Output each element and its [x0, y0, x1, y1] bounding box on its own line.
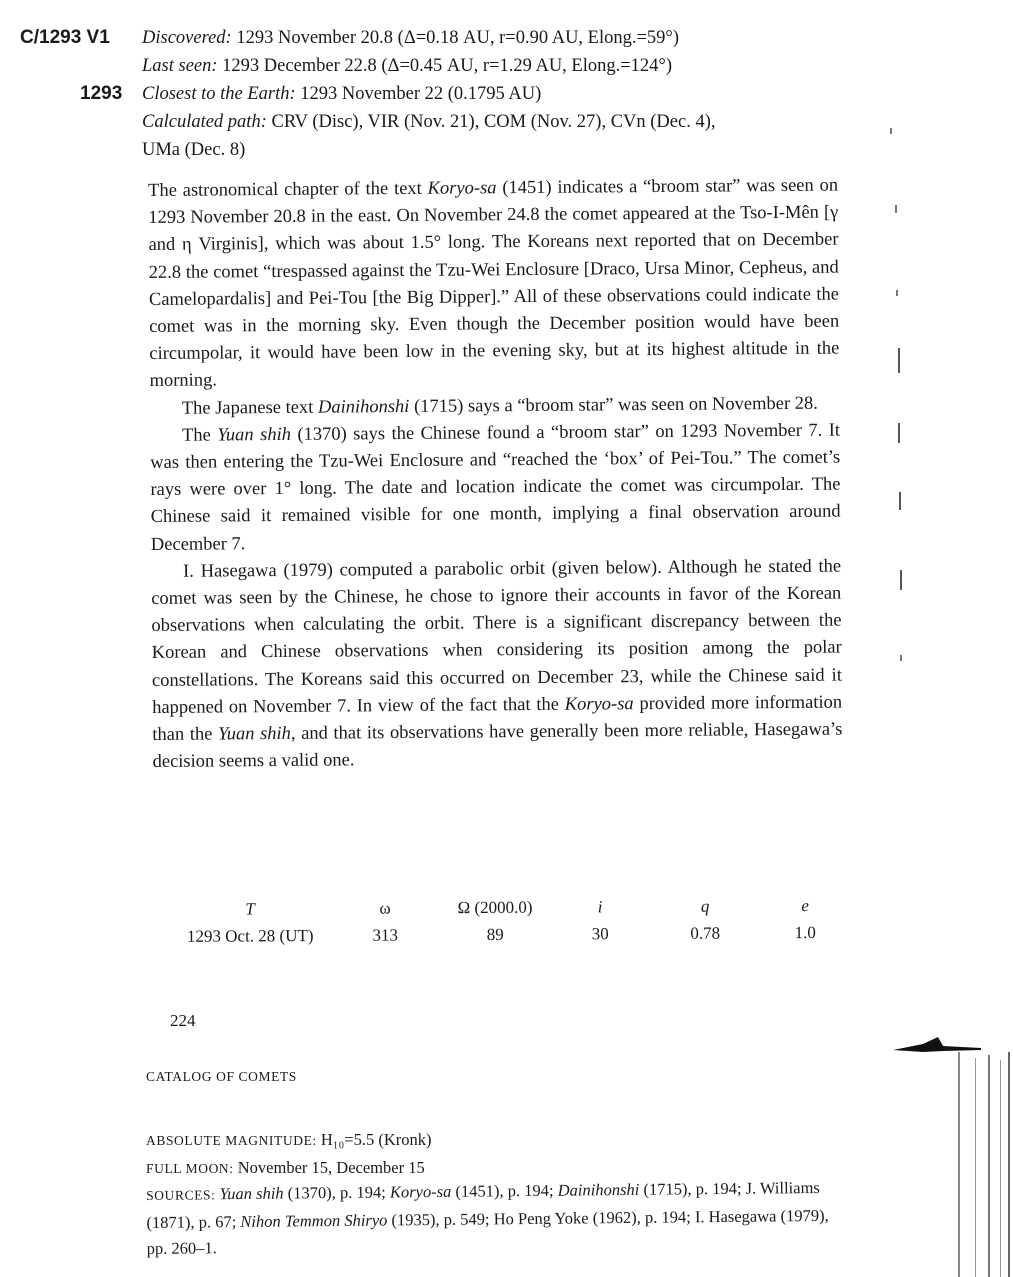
text-span: (1370) says the Chinese found a “broom star” on 1293 November 7. It was then entering the Tzu-Wei Enclosure and “reached the ‘box’ of Pei-Tou.” The comet’s rays were over 1° long. The date and location indicate the comet was circumpolar. The Chinese said it remained visible for one month, implying a final observation around December 7. — [150, 420, 841, 555]
source-nihon-temmon-shiryo: Nihon Temmon Shiryo — [240, 1209, 388, 1231]
closest-value: 1293 November 22 (0.1795 AU) — [300, 84, 542, 104]
title-yuan-shih: Yuan shih — [217, 424, 292, 446]
paragraph-hasegawa — [151, 553, 843, 776]
scan-mark — [896, 290, 898, 296]
closest-label: Closest to the Earth: — [142, 84, 296, 104]
scan-edge-strip — [958, 1052, 960, 1277]
text-span: (1935), p. 549; Ho Peng Yoke (1962), p. 194; I. Hasegawa (1979), pp. 260–1. — [146, 1205, 829, 1258]
comet-year: 1293 — [80, 83, 123, 104]
scan-mark — [900, 570, 902, 590]
calculated-path-label: Calculated path: — [142, 112, 267, 132]
header-perihelion-distance: q — [700, 896, 710, 916]
full-moon-line — [146, 1155, 425, 1181]
scan-edge-strip — [1008, 1052, 1010, 1277]
header-ascending-node: Ω (2000.0) — [457, 897, 533, 918]
absolute-magnitude-value: H₁₀=5.5 (Kronk) — [320, 1130, 432, 1149]
comet-designation: C/1293 V1 — [20, 27, 110, 48]
comet-narrative — [148, 173, 843, 777]
value-inclination: 30 — [591, 924, 609, 944]
orbital-elements-row — [160, 920, 840, 950]
scan-mark — [900, 655, 902, 661]
scan-edge-strip — [1000, 1060, 1001, 1277]
absolute-magnitude-line — [146, 1127, 432, 1153]
text-span: The Japanese text — [181, 397, 319, 419]
sources-block — [146, 1175, 847, 1263]
absolute-magnitude-label: ABSOLUTE MAGNITUDE: — [146, 1133, 317, 1148]
sources-label: SOURCES: — [146, 1187, 216, 1203]
header-arg-perihelion: ω — [379, 898, 391, 918]
source-yuan-shih: Yuan shih — [219, 1183, 284, 1204]
value-perihelion-time: 1293 Oct. 28 (UT) — [186, 926, 314, 946]
discovered-label: Discovered: — [142, 28, 232, 48]
closest-line — [142, 80, 541, 108]
text-span: (1451) indicates a “broom star” was seen on 1293 November 20.8 in the east. On November 24.8 the comet appeared at the Tso-I-Mên [γ and η Virginis], which was about 1.5° long. The Koreans next reported that on December 22.8 the comet “trespassed against the Tzu-Wei Enclosure [Draco, Ursa Minor, Cepheus, and Camelopardalis] and Pei-Tou [the Big Dipper].” All of these observations could indicate the comet was in the morning sky. Even though the December position would have been circumpolar, it would have been low in the evening sky, but at its highest altitude in the morning. — [148, 175, 840, 392]
value-arg-perihelion: 313 — [372, 925, 399, 945]
text-span: (1370), p. 194; — [283, 1182, 391, 1203]
title-dainihonshi: Dainihonshi — [317, 396, 410, 418]
text-span: provided more information than the — [152, 692, 843, 746]
full-moon-label: FULL MOON: — [146, 1161, 234, 1176]
discovered-value: 1293 November 20.8 (Δ=0.18 AU, r=0.90 AU, Elong.=59°) — [236, 28, 679, 48]
scan-edge-strip — [988, 1055, 990, 1277]
calculated-path-line — [142, 108, 716, 136]
text-span: (1715) says a “broom star” was seen on November 28. — [409, 393, 818, 417]
title-koryo-sa: Koryo-sa — [564, 694, 634, 715]
orbital-elements-header — [160, 892, 840, 924]
calculated-path-continuation: UMa (Dec. 8) — [142, 140, 246, 160]
text-span: I. Hasegawa (1979) computed a parabolic orbit (given below). Although he stated the comet was seen by the Chinese, he chose to ignore their accounts in favor of the Korean observations when calculating the orbit. There is a significant discrepancy between the Korean and Chinese observations when considering its position among the polar constellations. The Koreans said this occurred on December 23, while the Chinese said it happened on November 7. In view of the fact that the — [151, 556, 843, 718]
running-footer-catalog: CATALOG OF COMETS — [146, 1069, 297, 1084]
scan-mark — [898, 348, 900, 373]
title-yuan-shih: Yuan shih — [218, 723, 291, 745]
text-span: , and that its observations have generally been more reliable, Hasegawa’s decision seems a valid one. — [152, 719, 843, 773]
source-koryo-sa: Koryo-sa — [389, 1181, 452, 1202]
header-perihelion-time: T — [245, 899, 255, 919]
value-eccentricity: 1.0 — [794, 922, 816, 943]
value-perihelion-distance: 0.78 — [690, 923, 721, 943]
calculated-path-value: CRV (Disc), VIR (Nov. 21), COM (Nov. 27), CVn (Dec. 4), — [271, 112, 716, 132]
source-dainihonshi: Dainihonshi — [557, 1179, 640, 1200]
scan-mark — [890, 128, 892, 134]
header-eccentricity: e — [801, 896, 809, 916]
paragraph-korean — [148, 173, 840, 396]
page-number: 224 — [170, 1011, 196, 1030]
paragraph-chinese — [150, 417, 841, 558]
scan-edge-strip — [975, 1058, 976, 1277]
last-seen-line — [142, 52, 672, 80]
discovered-line — [142, 24, 679, 52]
full-moon-value: November 15, December 15 — [237, 1158, 425, 1177]
value-ascending-node: 89 — [486, 924, 504, 945]
scan-mark — [895, 205, 897, 213]
text-span: The — [181, 425, 218, 446]
last-seen-label: Last seen: — [142, 56, 218, 76]
last-seen-value: 1293 December 22.8 (Δ=0.45 AU, r=1.29 AU, Elong.=124°) — [222, 56, 672, 76]
header-inclination: i — [597, 897, 603, 917]
scan-mark — [898, 423, 900, 443]
orbital-elements-table — [160, 892, 840, 950]
scan-page-edge-arrow — [893, 1034, 983, 1064]
text-span: (1715), p. 194; J. Williams (1871), p. 67; — [146, 1177, 820, 1232]
text-span: (1451), p. 194; — [451, 1180, 558, 1201]
title-koryo-sa: Koryo-sa — [427, 178, 497, 199]
text-span: The astronomical chapter of the text — [148, 178, 428, 201]
scan-mark — [899, 492, 901, 510]
